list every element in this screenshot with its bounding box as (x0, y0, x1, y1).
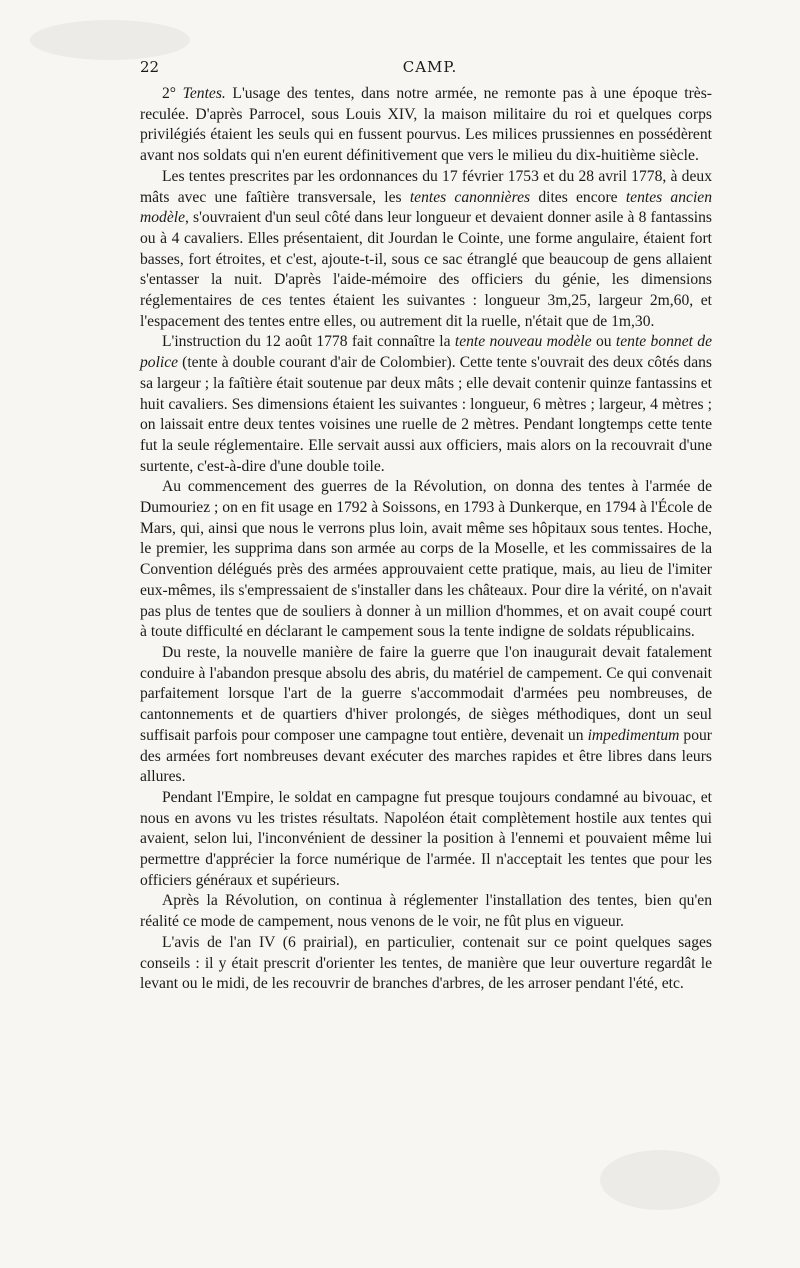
page-number: 22 (140, 58, 160, 76)
paragraph: Du reste, la nouvelle manière de faire la guerre que l'on inaugurait devait fatalement conduire à l'abandon presque absolu des abris, du matériel de campement. Ce qui convenait parfaitement lorsque l'art de la guerre s'accommodait d'armées peu nombreuses, de cantonnements et de quartiers d'hiver prolongés, de sièges méthodiques, dont un seul suffisait parfois pour composer une campagne tout entière, devenait un impedimentum pour des armées fort nombreuses devant exécuter des marches rapides et être libres dans leurs allures. (140, 643, 712, 786)
running-head: CAMP. (402, 58, 458, 76)
paragraph: Les tentes prescrites par les ordonnances du 17 février 1753 et du 28 avril 1778, à deux mâts avec une faîtière transversale, les tentes canonnières dites encore tentes ancien modèle, s'ouvraient d'un seul côté dans leur longueur et devaient donner asile à 8 fantassins ou à 4 cavaliers. Elles présentaient, dit Jourdan le Cointe, une forme angulaire, étaient fort basses, fort étroites, et c'est, ajoute-t-il, sous ce sac étranglé que beaucoup de gens allaient s'entasser la nuit. D'après l'aide-mémoire des officiers du génie, les dimensions réglementaires de ces tentes étaient les suivantes : longueur 3m,25, largeur 2m,60, et l'espacement des tentes entre elles, ou autrement dit la ruelle, n'était que de 1m,30. (140, 167, 712, 330)
page-header (140, 58, 720, 80)
body-text (140, 84, 712, 995)
paragraph: Au commencement des guerres de la Révolution, on donna des tentes à l'armée de Dumouriez ; on en fit usage en 1792 à Soissons, en 1793 à Dunkerque, en 1794 à l'École de Mars, qui, ainsi que nous le verrons plus loin, avait même ses hôpitaux sous tentes. Hoche, le premier, les supprima dans son armée au corps de la Moselle, et les commissaires de la Convention délégués près des armées approuvaient cette pratique, mais, au lieu de l'imiter eux-mêmes, ils s'empressaient de s'installer dans les châteaux. Pour dire la vérité, on n'avait pas plus de tentes que de souliers à donner à un million d'hommes, et on avait coupé court à toute difficulté en déclarant le campement sous la tente indigne de soldats républicains. (140, 478, 712, 641)
paper-stain (600, 1150, 720, 1210)
paper-stain (30, 20, 190, 60)
paragraph: L'avis de l'an IV (6 prairial), en particulier, contenait sur ce point quelques sages conseils : il y était prescrit d'orienter les tentes, de manière que leur ouverture regardât le levant ou le midi, de les recouvrir de branches d'arbres, de les arroser pendant l'été, etc. (140, 933, 712, 993)
paragraph: L'instruction du 12 août 1778 fait connaître la tente nouveau modèle ou tente bonnet de police (tente à double courant d'air de Colombier). Cette tente s'ouvrait des deux côtés dans sa largeur ; la faîtière était soutenue par deux mâts ; elle devait contenir quinze fantassins et huit cavaliers. Ses dimensions étaient les suivantes : longueur, 6 mètres ; largeur, 4 mètres ; on laissait entre deux tentes voisines une ruelle de 2 mètres. Pendant longtemps cette tente fut la seule réglementaire. Elle servait aussi aux officiers, mais alors on la recouvrait d'une surtente, c'est-à-dire d'une double toile. (140, 333, 713, 475)
paragraph: Pendant l'Empire, le soldat en campagne fut presque toujours condamné au bivouac, et nous en avons vu les tristes résultats. Napoléon était complètement hostile aux tentes qui avaient, selon lui, l'inconvénient de dessiner la position à l'ennemi et pouvaient même lui permettre d'apprécier la force numérique de l'armée. Il n'acceptait les tentes que pour les officiers généraux et supérieurs. (140, 788, 712, 889)
paragraph: 2° Tentes. L'usage des tentes, dans notre armée, ne remonte pas à une époque très-reculée. D'après Parrocel, sous Louis XIV, la maison militaire du roi et quelques corps privilégiés étaient les seuls qui en fussent pourvus. Les milices prussiennes en possédèrent avant nos soldats qui n'en eurent définitivement que vers le milieu du dix-huitième siècle. (140, 85, 712, 165)
paragraph: Après la Révolution, on continua à réglementer l'installation des tentes, bien qu'en réalité ce mode de campement, nous venons de le voir, ne fût plus en vigueur. (140, 892, 712, 931)
